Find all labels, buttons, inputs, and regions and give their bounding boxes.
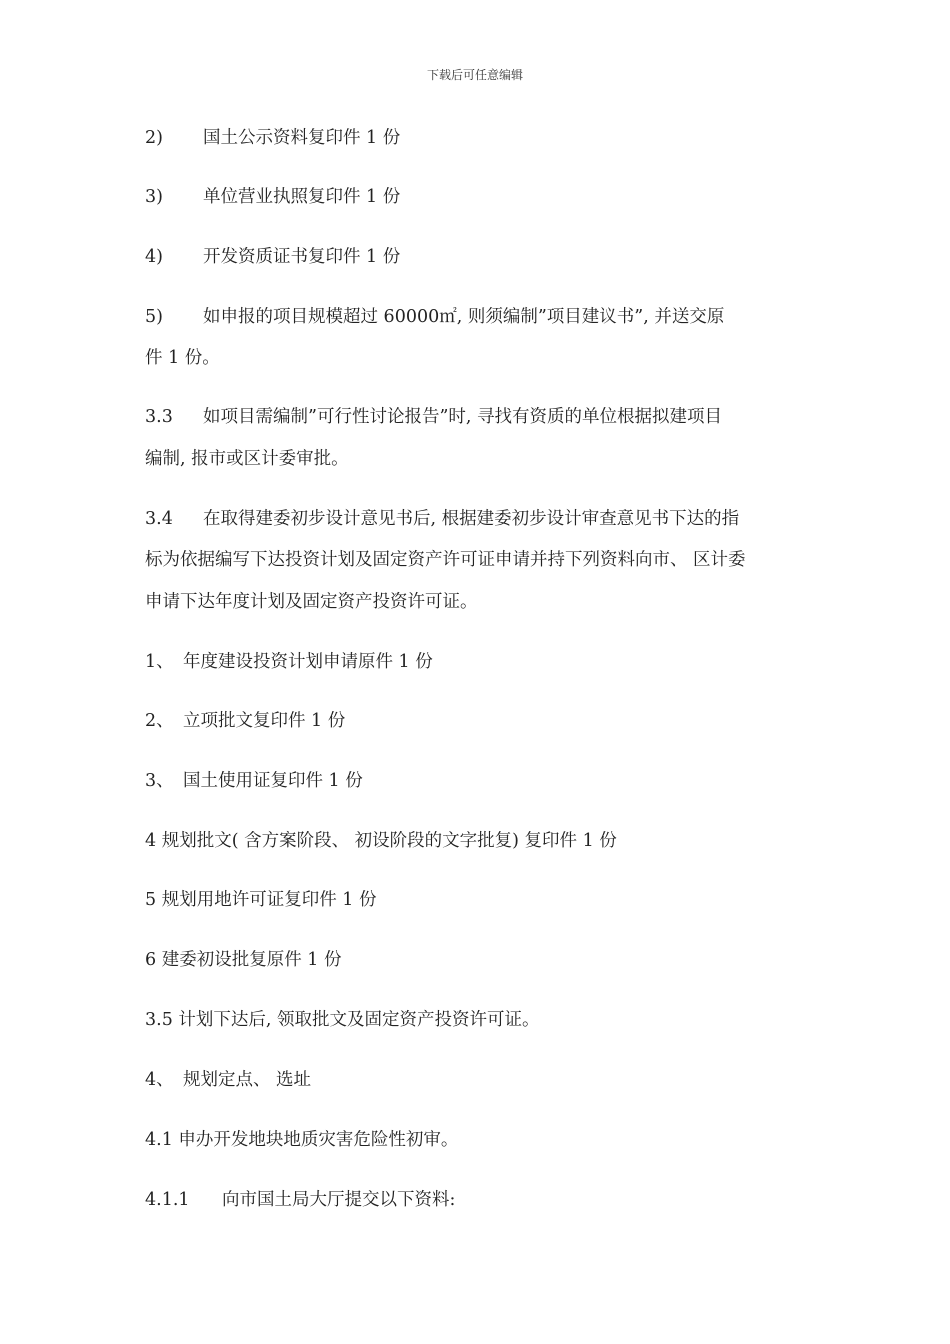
item-text: 国土使用证复印件 1 份 <box>183 771 363 791</box>
heading-text: 规划定点、 选址 <box>183 1070 312 1090</box>
item-text: 立项批文复印件 1 份 <box>183 711 346 731</box>
item-text: 国土公示资料复印件 1 份 <box>203 128 401 148</box>
list-item <box>145 650 433 674</box>
paragraph-continuation: 编制, 报市或区计委审批。 <box>145 449 349 469</box>
section-heading <box>145 1068 311 1092</box>
section-paragraph <box>145 405 722 429</box>
item-number: 1、 <box>145 652 174 672</box>
list-item <box>145 709 345 733</box>
section-paragraph: 3.5 计划下达后, 领取批文及固定资产投资许可证。 <box>145 1010 540 1030</box>
section-paragraph <box>145 507 739 531</box>
item-text: 单位营业执照复印件 1 份 <box>203 187 401 207</box>
subsection-heading: 4.1 申办开发地块地质灾害危险性初审。 <box>145 1130 459 1150</box>
list-item <box>145 126 400 150</box>
item-text: 开发资质证书复印件 1 份 <box>203 247 401 267</box>
item-text: 年度建设投资计划申请原件 1 份 <box>183 652 433 672</box>
section-number: 3.3 <box>145 407 173 427</box>
list-item <box>145 185 400 209</box>
section-number: 3.4 <box>145 509 173 529</box>
item-text: 如申报的项目规模超过 60000㎡, 则须编制”项目建议书”, 并送交原 <box>203 307 725 327</box>
list-item <box>145 245 400 269</box>
list-item: 4 规划批文( 含方案阶段、 初设阶段的文字批复) 复印件 1 份 <box>145 831 617 851</box>
item-text: 向市国土局大厅提交以下资料: <box>222 1190 456 1210</box>
item-number: 4) <box>145 247 163 267</box>
section-number: 4.1.1 <box>145 1190 190 1210</box>
list-item: 6 建委初设批复原件 1 份 <box>145 950 342 970</box>
item-number: 3、 <box>145 771 174 791</box>
item-number: 3) <box>145 187 163 207</box>
paragraph-continuation: 申请下达年度计划及固定资产投资许可证。 <box>145 592 478 612</box>
list-item: 5 规划用地许可证复印件 1 份 <box>145 890 377 910</box>
list-item <box>145 769 363 793</box>
page-header: 下载后可任意编辑 <box>426 68 523 82</box>
section-number: 4、 <box>145 1070 174 1090</box>
paragraph-continuation: 标为依据编写下达投资计划及固定资产许可证申请并持下列资料向市、 区计委 <box>145 550 746 570</box>
list-item <box>145 305 724 329</box>
item-number: 5) <box>145 307 163 327</box>
item-continuation: 件 1 份。 <box>145 348 220 368</box>
item-number: 2) <box>145 128 163 148</box>
paragraph-text: 在取得建委初步设计意见书后, 根据建委初步设计审查意见书下达的指 <box>203 509 740 529</box>
subsection-item <box>145 1188 455 1212</box>
item-number: 2、 <box>145 711 174 731</box>
paragraph-text: 如项目需编制”可行性讨论报告”时, 寻找有资质的单位根据拟建项目 <box>203 407 723 427</box>
